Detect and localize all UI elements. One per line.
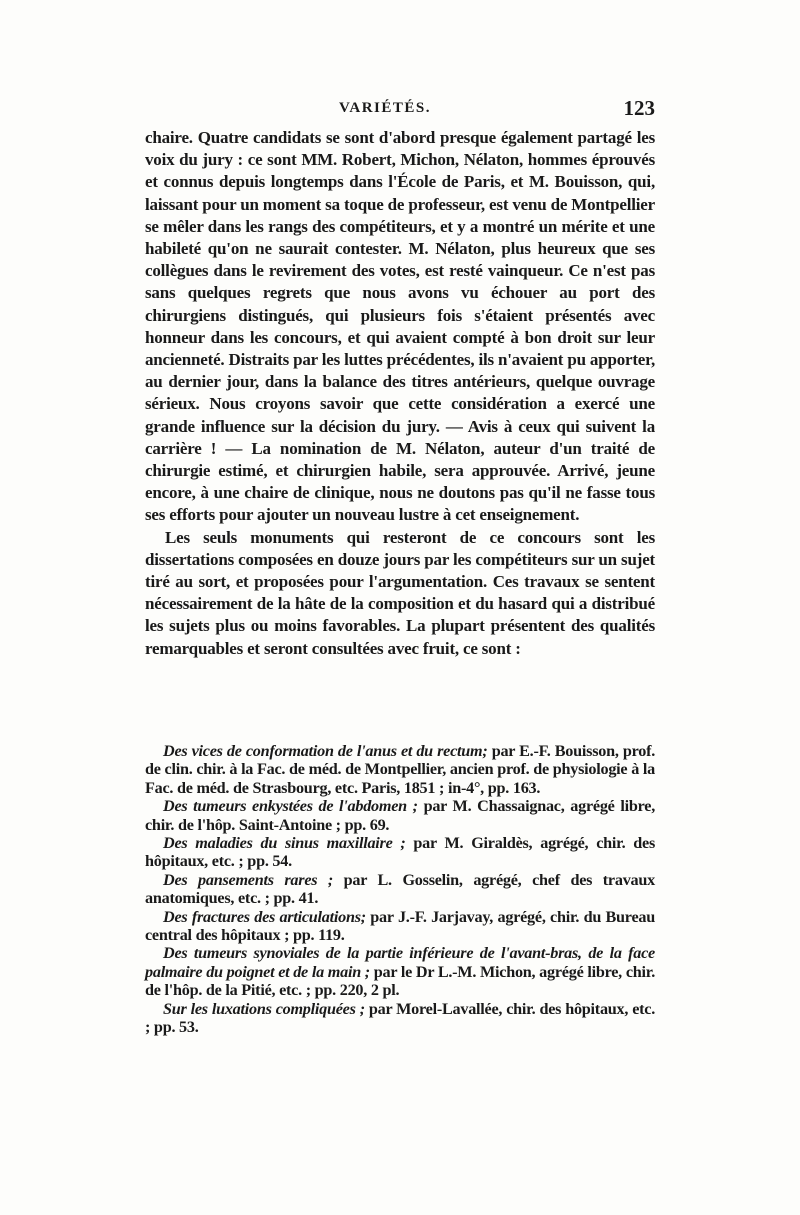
bib-entry-title: Des fractures des articulations; <box>163 907 366 926</box>
bib-entry-title: Des tumeurs enkystées de l'abdomen ; <box>163 797 418 816</box>
bib-entry-details: par M. Giraldès, agrégé, chir. des hôpitaux, etc. ; pp. 54. <box>145 834 655 871</box>
bib-entry-details: par L. Gosselin, agrégé, chef des travaux anatomiques, etc. ; pp. 41. <box>145 870 655 908</box>
bib-entry <box>145 797 655 834</box>
bib-entry-details: par J.-F. Jarjavay, agrégé, chir. du Bureau central des hôpitaux ; pp. 119. <box>145 907 655 945</box>
bib-entry-details: par E.-F. Bouisson, prof. de clin. chir. à la Fac. de méd. de Montpellier, ancien prof. de physiologie à la Fac. de méd. de Strasbourg, etc. Paris, 1851 ; in-4°, pp. 163. <box>145 742 656 797</box>
bib-entry <box>145 834 655 871</box>
bib-entry-title: Des vices de conformation de l'anus et du rectum; <box>163 742 488 760</box>
bibliography-list <box>145 742 655 1037</box>
bib-entry-title: Des tumeurs synoviales de la partie inférieure de l'avant-bras, de la face palmaire du poignet et de la main ; <box>145 944 655 981</box>
bib-entry <box>145 742 655 797</box>
bib-entry <box>145 908 655 945</box>
bib-entry-details: par Morel-Lavallée, chir. des hôpitaux, etc. ; pp. 53. <box>145 999 656 1037</box>
bib-entry-details: par le Dr L.-M. Michon, agrégé libre, chir. de l'hôp. de la Pitié, etc. ; pp. 220, 2 pl. <box>145 962 656 1000</box>
paragraph-2: Les seuls monuments qui resteront de ce concours sont les dissertations composées en douze jours par les compétiteurs sur un sujet tiré au sort, et proposées pour l'argumentation. Ces travaux se sentent nécessairement de la hâte de la composition et du hasard qui a distribué les sujets plus ou moins favorables. La plupart présentent des qualités remarquables et seront consultées avec fruit, ce sont : <box>145 527 655 658</box>
running-title: VARIÉTÉS. <box>338 100 431 116</box>
body-text <box>145 127 655 660</box>
bib-entry-details: par M. Chassaignac, agrégé libre, chir. de l'hôp. Saint-Antoine ; pp. 69. <box>145 797 655 834</box>
page-number: 123 <box>623 96 655 120</box>
bib-entry-title: Des pansements rares ; <box>163 870 334 889</box>
bib-entry <box>145 1000 655 1037</box>
page-header <box>145 96 655 126</box>
bib-entry <box>145 871 655 908</box>
bib-entry <box>145 944 655 999</box>
bib-entry-title: Des maladies du sinus maxillaire ; <box>163 834 406 853</box>
paragraph-1: chaire. Quatre candidats se sont d'abord presque également partagé les voix du jury : ce sont MM. Robert, Michon, Nélaton, hommes éprouvés et connus depuis longtemps dans l'École de Paris, et M. Bouisson, qui, laissant pour un moment sa toque de professeur, est venu de Montpellier se mêler dans les rangs des compétiteurs, et y a montré un mérite et une habileté qu'on ne saurait contester. M. Nélaton, plus heureux que ses collègues dans le revirement des votes, est resté vainqueur. Ce n'est pas sans quelques regrets que nous avons vu échouer au port des chirurgiens distingués, qui plusieurs fois s'étaient présentés avec honneur dans les concours, et qui avaient compté à bon droit sur leur ancienneté. Distraits par les luttes précédentes, ils n'avaient pu apporter, au dernier jour, dans la balance des titres antérieurs, quelque ouvrage sérieux. Nous croyons savoir que cette considération a exercé une grande influence sur la décision du jury. — Avis à ceux qui suivent la carrière ! — La nomination de M. Nélaton, auteur d'un traité de chirurgie estimé, et chirurgien habile, sera approuvée. Arrivé, jeune encore, à une chaire de clinique, nous ne doutons pas qu'il ne fasse tous ses efforts pour ajouter un nouveau lustre à cet enseignement. <box>145 128 655 525</box>
bib-entry-title: Sur les luxations compliquées ; <box>163 999 365 1018</box>
